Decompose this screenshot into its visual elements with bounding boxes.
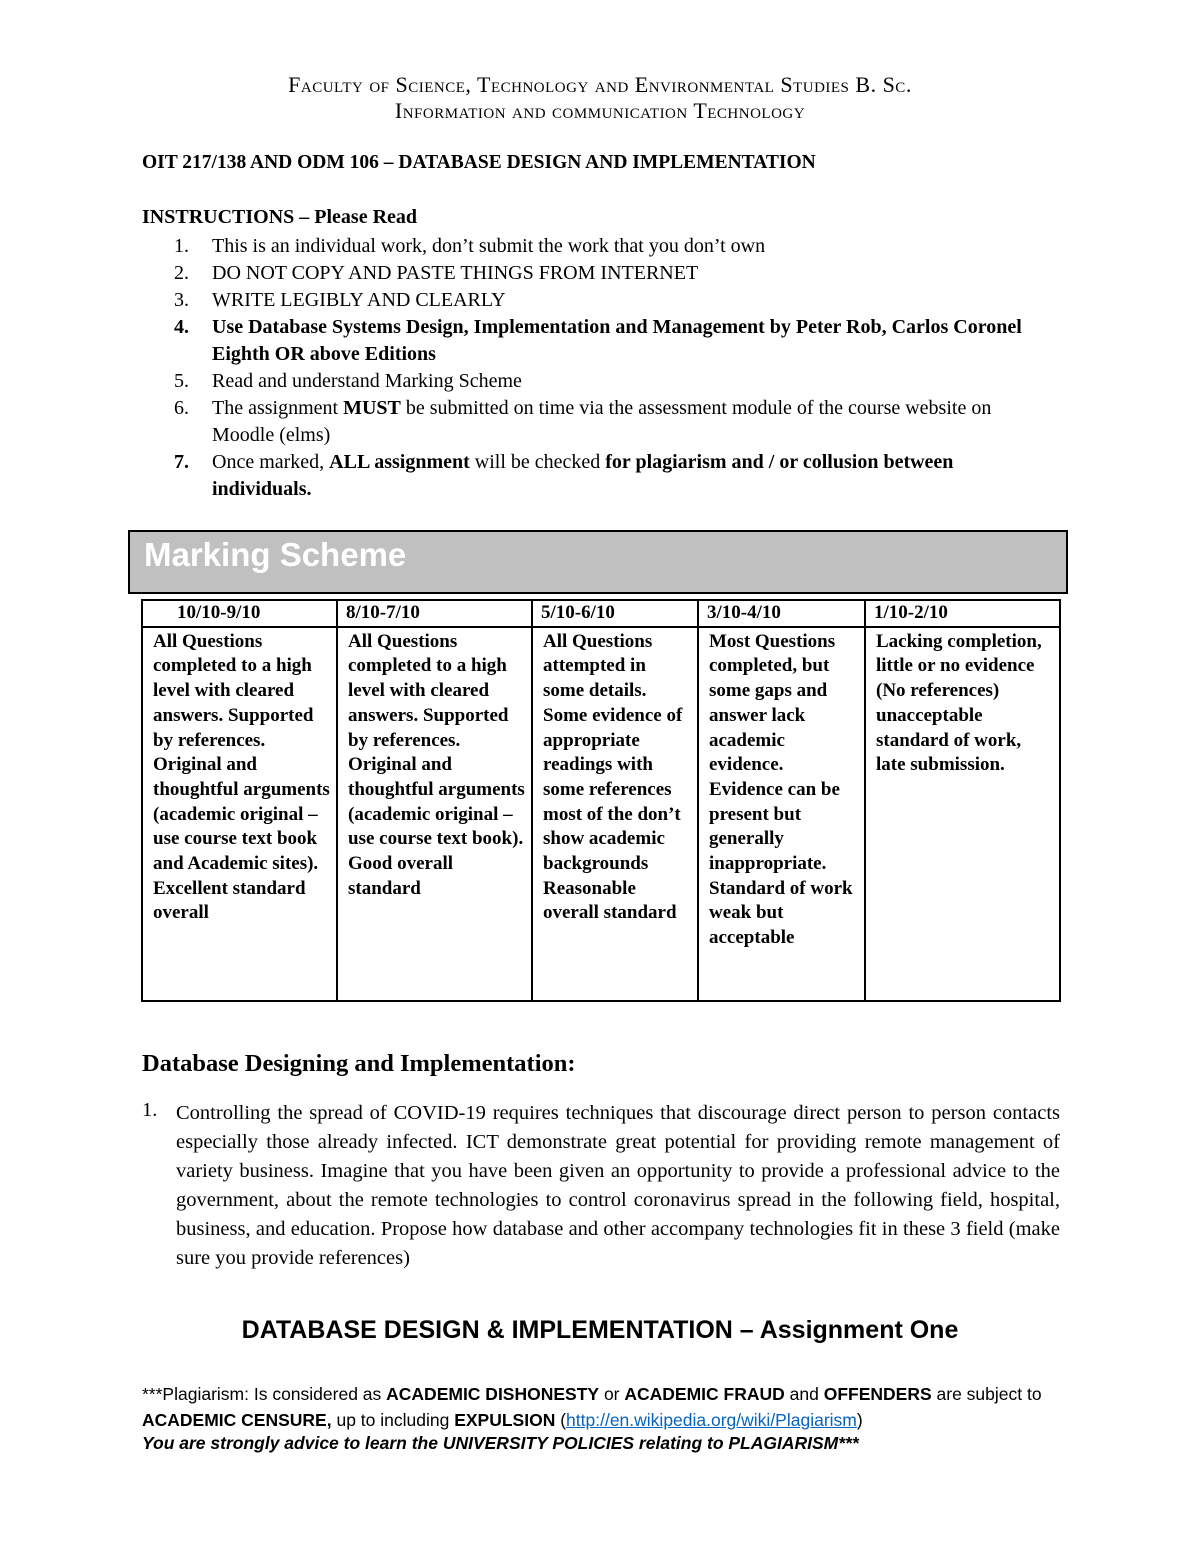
plagiarism-emphasis: ACADEMIC CENSURE, — [142, 1410, 332, 1430]
instructions-heading: INSTRUCTIONS – Please Read — [142, 206, 418, 228]
grade-band-criteria: Most Questions completed, but some gaps and answer lack academic evidence. Evidence can be present but generally inappropriate. Standard of work weak but acceptable — [698, 627, 865, 1001]
plagiarism-text: ***Plagiarism: Is considered as — [142, 1384, 387, 1404]
instruction-text: WRITE LEGIBLY AND CLEARLY — [212, 289, 506, 311]
policy-advice: You are strongly advice to learn the UNIVERSITY POLICIES relating to PLAGIARISM*** — [142, 1433, 859, 1453]
instruction-text: Use Database Systems Design, Implementation and Management by Peter Rob, Carlos Coronel Eighth OR above Editions — [212, 316, 1022, 365]
instruction-text-part: Once marked, — [212, 451, 330, 473]
grade-band-header: 5/10-6/10 — [532, 600, 698, 627]
question-text: Controlling the spread of COVID-19 requires techniques that discourage direct person to person contacts especially those already infected. ICT demonstrate great potential for providing remote management of variety business. Imagine that you have been given an opportunity to provide a professional advice to the government, about the remote technologies to control coronavirus spread in the following field, hospital, business, and education. Propose how database and other accompany technologies fit in these 3 field (make sure you provide references) — [176, 1102, 1060, 1269]
grade-band-header: 3/10-4/10 — [698, 600, 865, 627]
plagiarism-wiki-link[interactable]: http://en.wikipedia.org/wiki/Plagiarism — [566, 1410, 857, 1430]
instructions-list — [142, 233, 1042, 503]
plagiarism-text: or — [599, 1384, 625, 1404]
instruction-item — [142, 395, 1042, 449]
instruction-text-emphasis: ALL assignment — [329, 451, 470, 473]
instruction-text: This is an individual work, don’t submit the work that you don’t own — [212, 235, 766, 257]
grade-band-criteria: All Questions attempted in some details. Some evidence of appropriate readings with some references most of the don’t show academic backgrounds Reasonable overall standard — [532, 627, 698, 1001]
question-number: 1. — [142, 1099, 158, 1121]
instruction-item — [142, 368, 1042, 395]
plagiarism-emphasis: EXPULSION — [454, 1410, 556, 1430]
grade-band-criteria: All Questions completed to a high level with cleared answers. Supported by references. Original and thoughtful arguments (academic original – use course text book and Academic sites). Excellent standard overall — [142, 627, 337, 1001]
plagiarism-emphasis: OFFENDERS — [823, 1384, 932, 1404]
plagiarism-emphasis: ACADEMIC DISHONESTY — [386, 1384, 600, 1404]
instruction-item — [142, 314, 1042, 368]
instruction-text-part: The assignment — [212, 397, 344, 419]
plagiarism-text: ) — [856, 1410, 863, 1430]
plagiarism-text: and — [784, 1384, 824, 1404]
instruction-number: 2. — [174, 262, 189, 284]
grade-band-header: 8/10-7/10 — [337, 600, 532, 627]
instruction-text-emphasis: for plagiarism and / or collusion between individuals. — [212, 451, 954, 500]
instruction-text-part: be submitted on time via the assessment module of the course website on Moodle (elms) — [212, 397, 992, 446]
marking-scheme-table — [141, 599, 1061, 1002]
plagiarism-emphasis: ACADEMIC FRAUD — [624, 1384, 785, 1404]
instruction-text: Read and understand Marking Scheme — [212, 370, 522, 392]
instruction-item — [142, 233, 1042, 260]
instruction-text-emphasis: MUST — [343, 397, 401, 419]
programme-heading: Information and communication Technology — [394, 98, 806, 123]
plagiarism-text: up to including — [331, 1410, 455, 1430]
grade-band-header: 1/10-2/10 — [865, 600, 1060, 627]
instruction-text: DO NOT COPY AND PASTE THINGS FROM INTERNET — [212, 262, 699, 284]
grade-band-header: 10/10-9/10 — [142, 600, 337, 627]
assignment-title: DATABASE DESIGN & IMPLEMENTATION – Assignment One — [241, 1316, 959, 1344]
grade-band-criteria: All Questions completed to a high level with cleared answers. Supported by references. Original and thoughtful arguments (academic original – use course text book). Good overall standard — [337, 627, 532, 1001]
plagiarism-notice — [142, 1381, 1092, 1433]
plagiarism-text: ( — [555, 1410, 567, 1430]
instruction-item — [142, 260, 1042, 287]
table-row — [142, 627, 1060, 1001]
grade-band-criteria: Lacking completion, little or no evidence (No references) unacceptable standard of work, late submission. — [865, 627, 1060, 1001]
instruction-number: 3. — [174, 289, 189, 311]
question-item — [142, 1099, 1060, 1273]
course-title: OIT 217/138 AND ODM 106 – DATABASE DESIGN AND IMPLEMENTATION — [142, 152, 816, 173]
instruction-text-part: will be checked — [469, 451, 606, 473]
marking-scheme-banner — [128, 530, 1068, 594]
marking-scheme-title: Marking Scheme — [144, 536, 407, 573]
instruction-number: 6. — [174, 397, 189, 419]
faculty-heading: Faculty of Science, Technology and Environmental Studies B. Sc. — [288, 72, 912, 97]
instruction-number: 4. — [174, 316, 189, 338]
instruction-item — [142, 449, 1042, 503]
instruction-number: 5. — [174, 370, 189, 392]
instruction-number: 1. — [174, 235, 189, 257]
instruction-number: 7. — [174, 451, 189, 473]
table-header-row — [142, 600, 1060, 627]
section-title: Database Designing and Implementation: — [142, 1050, 576, 1077]
plagiarism-text: are subject to — [931, 1384, 1042, 1404]
instruction-item — [142, 287, 1042, 314]
